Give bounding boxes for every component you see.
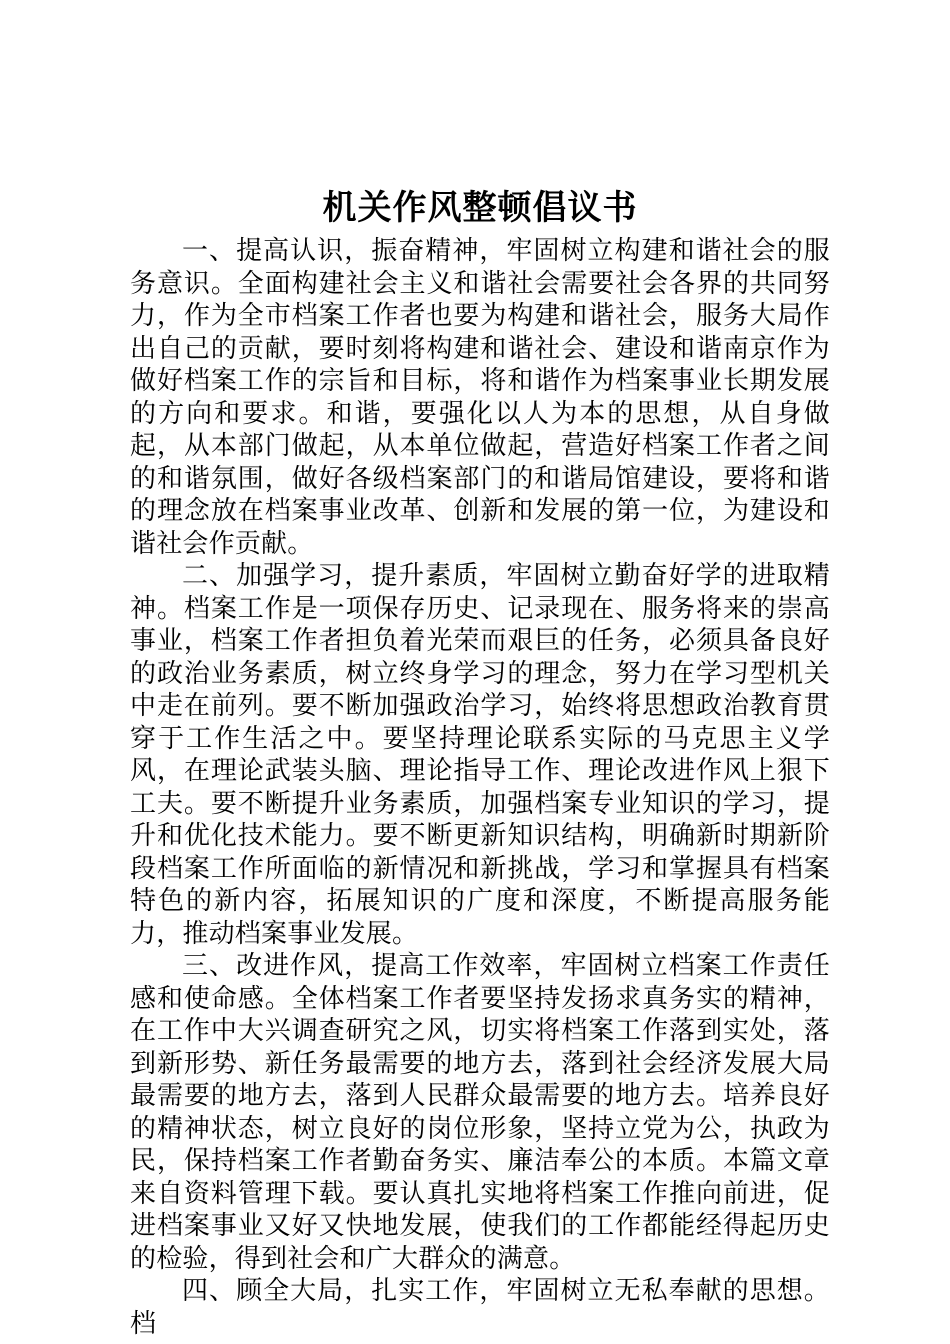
paragraph-1: 一、提高认识，振奋精神，牢固树立构建和谐社会的服务意识。全面构建社会主义和谐社会需要社会各界的共同努力，作为全市档案工作者也要为构建和谐社会，服务大局作出自己的贡献，要时刻将构建和谐社会、建设和谐南京作为做好档案工作的宗旨和目标，将和谐作为档案事业长期发展的方向和要求。和谐，要强化以人为本的思想，从自身做起，从本部门做起，从本单位做起，营造好档案工作者之间的和谐氛围，做好各级档案部门的和谐局馆建设，要将和谐的理念放在档案事业改革、创新和发展的第一位，为建设和谐社会作贡献。 xyxy=(130,236,830,559)
paragraph-2: 二、加强学习，提升素质，牢固树立勤奋好学的进取精神。档案工作是一项保存历史、记录现在、服务将来的崇高事业，档案工作者担负着光荣而艰巨的任务，必须具备良好的政治业务素质，树立终身学习的理念，努力在学习型机关中走在前列。要不断加强政治学习，始终将思想政治教育贯穿于工作生活之中。要坚持理论联系实际的马克思主义学风，在理论武装头脑、理论指导工作、理论改进作风上狠下工夫。要不断提升业务素质，加强档案专业知识的学习，提升和优化技术能力。要不断更新知识结构，明确新时期新阶段档案工作所面临的新情况和新挑战，学习和掌握具有档案特色的新内容，拓展知识的广度和深度，不断提高服务能力，推动档案事业发展。 xyxy=(130,561,830,949)
document-title: 机关作风整顿倡议书 xyxy=(322,188,638,228)
paragraph-3: 三、改进作风，提高工作效率，牢固树立档案工作责任感和使命感。全体档案工作者要坚持发扬求真务实的精神，在工作中大兴调查研究之风，切实将档案工作落到实处，落到新形势、新任务最需要的地方去，落到社会经济发展大局最需要的地方去，落到人民群众最需要的地方去。培养良好的精神状态，树立良好的岗位形象，坚持立党为公，执政为民，保持档案工作者勤奋务实、廉洁奉公的本质。本篇文章来自资料管理下载。要认真扎实地将档案工作推向前进，促进档案事业又好又快地发展，使我们的工作都能经得起历史的检验，得到社会和广大群众的满意。 xyxy=(130,951,830,1274)
paragraph-4: 四、顾全大局，扎实工作，牢固树立无私奉献的思想。档 xyxy=(130,1276,830,1339)
document-page xyxy=(130,186,830,1340)
